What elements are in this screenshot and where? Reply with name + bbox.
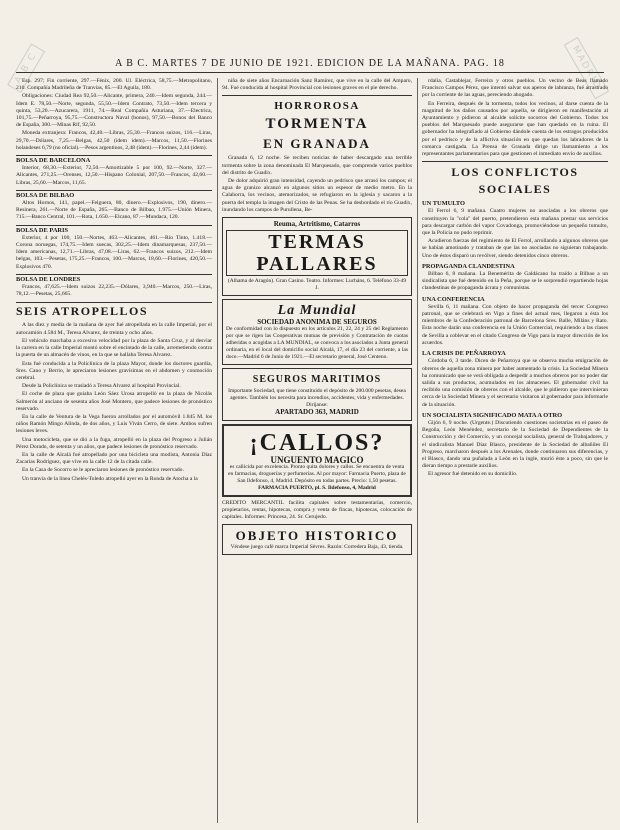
bolsa-barcelona-text: Interior, 68,30.—Exterior, 72,50.—Amortizable 5 por 100, 92.—Norte, 327.—Alicantes, 271,25.—Orenses, 12,50.—Hispano Colonial, 207,50.—Francos, 42,60.—Libras, 25,60.—Marcos, 11,65.: [16, 165, 212, 186]
ad-seguros-maritimos: [222, 368, 412, 420]
article-paragraph: Córdoba 6, 3 tarde. Dicen de Peñarroya que se observa mucha emigración de obreros de aquella zona minera por haber aumentado la crisis. La Sociedad Minera ha comunicado que se verá obligada a despedir a muchos obreros por no poder dar salida a sus productos, acumulados en los almacenes. El gobernador civil ha recibido una comisión de obreros con el alcalde, que le pidieron que intervinieran cerca de la Sociedad Minera y el secretario visitaron al gobernador para informarle de la situación.: [422, 358, 608, 408]
ad-objeto-title: OBJETO HISTORICO: [235, 528, 399, 544]
header-rule: [16, 72, 604, 73]
ad-objeto-text: Véndese juego café marca Imperial Sèvres. Razón: Corredera Baja, 43, tienda.: [230, 544, 404, 551]
bolsa-londres-text: Francos, 47,625.—Idem suizos 22,235.—Dólares, 3,940.—Marcos, 250.—Liras, 78,12.—Pesetas, 25,665.: [16, 284, 212, 298]
ad-callos-text: es callicida por excelencia. Pronto quita dolores y callos. Se encuentra de venta en farmacias, droguerías y perfumerías. Al por mayor: Farmacia Puerto, plaza de San Ildefonso, 4, Madrid. Depósito en todas partes. Precio: 1,50 pesetas.: [228, 463, 406, 484]
article-paragraph: El coche de plaza que guiaba León Sáez Urosa atropelló en la plaza de Nicolás Salmerón al anciano de sesenta años José Montero, que padece lesiones de pronóstico reservado.: [16, 391, 212, 412]
ad-objeto-historico: [222, 524, 412, 555]
moneda-text: Moneda extranjera: Francos, 42,40.—Libras, 25,30.—Francos suizos, 116.—Liras, 29,70.—Dólares, 7,25.—Belgas, 42,50 (idem idem).—Marcos, 11,50.—Florines holandeses 6,79 (no oficial).—Pesos argentinos, 2,48 (ídem).—Florines, 2,44 (ídem).: [16, 130, 212, 151]
subheading-socialista: UN SOCIALISTA SIGNIFICADO MATA A OTRO: [422, 411, 563, 419]
article-paragraph: De dolor adquirió gran intensidad, cayendo un pedrisco que arrasó los campos; el agua de granizo alcanzó en algunos sitios un espesor de medio metro. En la Calahorra, los vecinos, atemorizados, se refugiaron en la iglesia y sacaron a la puerta del templo la imagen del Cristo de las Penas. Se ha desbordado el río Guadix, inundando los campos de Purullena, Be-: [222, 178, 412, 213]
article-paragraph: Sevilla 6, 11 mañana. Con objeto de hacer propaganda del tercer Congreso patronal, que se celebrará en Vigo a fines del actual mes, llegaron a ésta los miembros de la Confederación patronal de Barcelona Sres. Balle, Miláns y Rato. Esta noche darán una conferencia en la Unión Comercial, requiriendo a las clases de Sevilla a coblevar en el citado Congreso de Vigo para la mayor dirección de los acuerdos.: [422, 303, 608, 346]
bolsa-paris-heading: BOLSA DE PARIS: [16, 225, 212, 234]
section-rule: [222, 95, 412, 96]
conflictos-heading-line1: LOS CONFLICTOS: [451, 165, 579, 180]
article-paragraph: niña de siete años Encarnación Sanz Ramírez, que vive en la calle del Amparo, 94. Fué conducida al hospital Provincial con lesiones graves en el pie derecho.: [222, 78, 412, 92]
ad-seguros-title: SEGUROS MARITIMOS: [252, 374, 382, 386]
article-paragraph: Bilbao 6, 8 mañana. La Benemérita de Galdácano ha traído a Bilbao a un sindicalista que fué detenido en la Peña, porque se le sorprendió repartiendo hojas clandestinas de propaganda ácrata y comunistas.: [422, 271, 608, 292]
bolsa-paris-text: Exterior, 4 por 100, 150.—Nortes, 463.—Alicantes, 461.—Río Tinto, 1.418.—Corona noruegas, 174,75.—Idem suecas, 302,25.—Idem dinamarquesas, 237,50.—Idem americanas, 12,71.—Libras, 47,08.—Liras, 62.—Francos suizos, 212.—Idem belgas, 103.—Pesetas, 175,25.—Francos, 100.—Marcos, 18,60.—Florines, 420,50.—Explosivos 470.: [16, 234, 212, 270]
article-paragraph: En la calle de Alcalá fué atropellado por una bicicleta una modista, Antonia Díaz Zacarías Rodríguez, que vive en la calle 12 de la citada calle.: [16, 451, 212, 466]
seis-atropellos-heading: SEIS ATROPELLOS: [16, 302, 212, 318]
column-divider: [217, 78, 218, 823]
ad-mundial-text: De conformidad con lo dispuesto en los artículos 21, 22, 24 y 25 del Reglamento por que se rigen las Cooperativas mutuas de previsión y Contratación de cuotas adheridas o acogidas a LA MUNDIAL, se convoca a los asociados a Junta general ordinaria, en el local del domicilio social Alcalá, 17, el día 23 del corriente, a las doce.—Madrid 6 de Junio de 1921.—El secretario general, José Centeno.: [226, 326, 408, 361]
ad-seguros-text: Importante Sociedad, que tiene constituido el depósito de 200.000 pesetas, desea agentes. También los necesita para incendios, accidentes, vida y enfermedades. Dirijanse:: [228, 388, 406, 409]
article-paragraph: En la Casa de Socorro se le apreciaron lesiones de pronóstico reservado.: [22, 467, 184, 474]
tormenta-heading-line2: TORMENTA: [265, 116, 369, 133]
ad-termas-pallares: [222, 217, 412, 296]
article-paragraph: El vehículo marchaba a excesiva velocidad por la plaza de Santa Cruz, y al desviar la carrera en la calle Imperial montó sobre el encintado de la calle, arremetiendo contra la puerta de un almacén de vinos, en la que se hallaba Teresa Alvarez.: [16, 337, 212, 359]
bolsa-barcelona-heading: BOLSA DE BARCELONA: [16, 155, 212, 164]
bolsa-madrid-text: Esp. 297; Fin corriente, 297.—Fénix, 200. Ul. Eléctrica, 58,75.—Metropolitano, 210. Compañía Madrileña de Tranvías, 85.—El Aguila, 180.: [16, 78, 212, 92]
article-paragraph: Acudieron fuerzas del regimiento de El Ferrol, arrollando a algunos obreros que se habían amotinado y trataban de que las no asociadas no siguieran trabajando. Uno de éstos disparó un revólver, siendo detenidos cinco obreros.: [422, 238, 608, 259]
conflictos-heading-line2: SOCIALES: [478, 182, 552, 197]
page-header: A B C. MARTES 7 DE JUNIO DE 1921. EDICION DE LA MAÑANA. PAG. 18: [115, 58, 505, 69]
article-paragraph: El Ferrol 6, 9 mañana. Cuatro mujeres no asociadas a los obreros que constituyen la "cola" del puerto, pretendieron esta mañana prestar sus servicios para descargar carbón del vapor Covadonga, promoviéndose un pequeño tumulto, que la Policía no pudo reprimir.: [422, 208, 608, 237]
ad-mundial-title: La Mundial: [277, 303, 357, 319]
ad-seguros-address: APARTADO 363, MADRID: [275, 408, 359, 417]
ad-termas-info: (Alhama de Aragón). Gran Casino. Teatro. Informes: Lucháns, 6. Teléfono 33-49 J.: [227, 278, 407, 292]
article-paragraph: Granada 6, 12 noche. Se reciben noticias de haber descargado una terrible tormenta sobre la zona denominada El Marquesado, que comprende varios pueblos del distrito de Guadix.: [222, 155, 412, 176]
bolsa-londres-heading: BOLSA DE LONDRES: [16, 274, 212, 283]
article-paragraph: El agresor fué detenido en su domicilio.: [428, 471, 518, 478]
watermark-left: A B C: [7, 43, 45, 93]
watermark-right: MADRID: [564, 37, 609, 99]
column-3: [422, 78, 608, 823]
article-paragraph: A las diez y media de la mañana de ayer fué atropellada en la calle Imperial, por el autocamión 4.584 M., Teresa Alvarez, de treinta y ocho años.: [16, 322, 212, 336]
ad-callos: [222, 424, 412, 497]
column-2: [222, 78, 412, 823]
ad-la-mundial: [222, 299, 412, 365]
subheading-crisis-penarroya: LA CRISIS DE PEÑARROYA: [422, 350, 506, 358]
article-paragraph: En Ferreira, después de la tormenta, todos los vecinos, al darse cuenta de la magnitud de los daños causados por aquella, se dirigieron en manifestación al Ayuntamiento y pidieron al alcalde solicite socorros del Gobierno. Todos los pueblos del Marquesado puede asegurarse que han quedado en la ruina. El gobernador ha telegrafiado al Gobierno dándole cuenta de los estragos producidos por el pedrisco y de la aflictiva situación en que quedan los labradores de la comarca castigada. La Prensa de Granada dirige un llamamiento a los representantes parlamentarios para que gestionen el inmediato envío de auxilios.: [422, 100, 608, 158]
article-paragraph: Una motocicleta, que se dió a la fuga, atropelló en la plaza del Progreso a Julián Pérez Dorado, de setenta y un años, que padece lesiones de pronóstico reservado.: [16, 436, 212, 450]
column-1: [16, 78, 212, 823]
article-paragraph: Esta fué conducida a la Policlínica de la plaza Mayor, donde los doctores guardia, Sres. Cano y Berrio, le apreciaron lesiones gravísimas en el abdomen y conmoción cerebral.: [16, 360, 212, 381]
article-paragraph: Desde la Policlínica se trasladó a Teresa Alvarez al hospital Provincial.: [22, 383, 181, 390]
subheading-tumulto: UN TUMULTO: [422, 200, 466, 208]
obligaciones-text: Obligaciones: Ciudad Rea 92,50.—Alicante, primera, 240.—Idem segunda, 244.—Idem E. 78,50.—Norte, segunda, 55,50.—Idem Contrato, 73,50.—Idem tercera y quinta, 53,20.—Azucarera, 1911, 74.—Real Compañía Asturiana, 37.—Electrica, 101,75.—Peñarroya, 95,75.—Constructora Naval (bonos), 97,50.—Bonos del Banco de España, 300.—Minas Rif, 92,50.: [16, 93, 212, 129]
tormenta-heading-line1: HORROROSA: [274, 100, 360, 113]
column-divider: [417, 78, 418, 823]
article-paragraph: rdalia, Castablejar, Ferreira y otros pueblos. Un vecino de Beas llamado Francisco Campos Pérez, que intentó salvar sus aperos de labranza, fué arrastrado por la corriente de las aguas, pereciendo ahogado.: [422, 78, 608, 99]
credito-mercantil-text: CREDITO MERCANTIL facilita capitales sobre testamentarías, comercio, propietarios, rentas, hipotecas, compra y venta de fincas, hipotecas, colocación de capitales. Informes: Princesa, 24. Sr. Cerujedo.: [222, 499, 412, 521]
subheading-conferencia: UNA CONFERENCIA: [422, 295, 485, 303]
section-rule: [422, 161, 608, 162]
article-paragraph: En la calle de Ventura de la Vega fueron arrollados por el automóvil 1.845 M. los niños Ramón Mingo Alinda, de dos años, y Luis Viván Cerro, de siete. Ambos sufren lesiones leves.: [16, 413, 212, 435]
bolsa-bilbao-text: Altos Hornos, 141, papel.—Felguera, 80, dinero.—Explosivos, 190, dinero.—Resinera, 261.—Norte de España, 265.—Banco de Bilbao, 1.975.—Unión Minera, 715.—Banco Central, 101.—Rota, 1.650.—Elcano, 87.—Mundaca, 120.: [16, 200, 212, 221]
ad-termas-top: Reuma, Artritismo, Catarros: [273, 220, 361, 229]
tormenta-heading-line3: EN GRANADA: [263, 136, 371, 152]
article-paragraph: Un tranvía de la línea Chelés-Toledo atropelló ayer en la Ronda de Atocha a la: [22, 475, 198, 482]
ad-callos-brand: FARMACIA PUERTO, pl. S. Ildefonso, 4, Madrid: [258, 484, 376, 491]
ad-callos-title: ¡CALLOS?: [249, 429, 385, 456]
ad-callos-sub: UNGUENTO MAGICO: [270, 454, 364, 465]
article-paragraph: Gijón 6, 9 noche. (Urgente.) Discutiendo cuestiones societarias en el paseo de Begoña, León Menéndez, secretario de la Sociedad de Dependientes de la Construcción y del Comercio, y un concejal socialista, general de Trabajadores, y el sindicalista Manuel Díaz Blasco, presidente de la Sociedad de albañiles El Progreso, marcharon después a los Arenales, donde continuaron sus diferencias, y el Blasco, dando una puñalada a León en la ingle, murió éste a poco, sin que le dieran tiempo a prestarle auxilios.: [422, 419, 608, 470]
ad-mundial-sub: SOCIEDAD ANONIMA DE SEGUROS: [257, 318, 377, 327]
ad-termas-title: TERMAS PALLARES: [226, 230, 408, 276]
subheading-propaganda: PROPAGANDA CLANDESTINA: [422, 262, 515, 270]
bolsa-bilbao-heading: BOLSA DE BILBAO: [16, 190, 212, 199]
